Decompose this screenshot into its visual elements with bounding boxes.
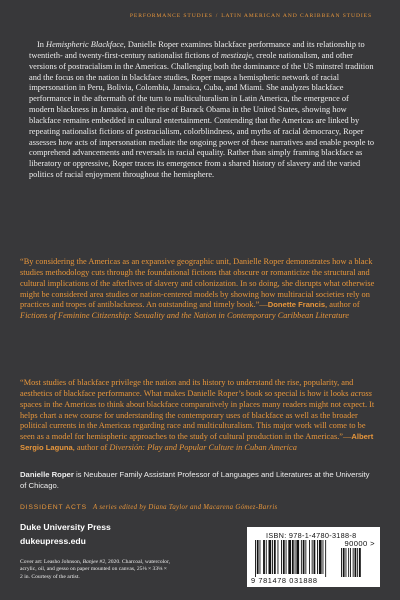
author-name: Danielle Roper [20,470,74,479]
publisher-url[interactable]: dukeupress.edu [20,536,86,546]
endorser-name: Albert Sergio Laguna [20,432,374,453]
cover-art-text-1: Cover art: Leasho Johnson, [20,559,83,565]
desc-text-2: , Danielle Roper examines blackface performance and its relationship to twentieth- and twenty-first-century nationalist fictions of [29,40,365,60]
series-separator: / [215,13,219,19]
series-label: DISSIDENT ACTS [20,504,87,511]
endorsement-albert-laguna [20,378,375,454]
cover-art-credit [20,559,170,581]
endorsement-dash: — [343,432,352,442]
term-mestizaje: mestizaje [220,50,252,60]
cover-art-text-2: , 2020. Charcoal, watercolor, acrylic, oil, and gesso on paper mounted on canvas, 25⅛ × 33⅛ × 2 in. Courtesy of the artist. [20,559,170,580]
series-latin-american-caribbean: LATIN AMERICAN AND CARIBBEAN STUDIES [221,13,372,19]
endorsement-quote: “By considering the Americas as an expansive geographic unit, Danielle Roper demonstrates how a black studies methodology cuts through the foundational fictions that obscure or romanticize the structural and cultural implications of the afterlives of slavery and colonization. In so doing, she disrupts what otherwise might be considered area studies or nation-centered models by showing how multiracial societies rely on practices and tropes of antiblackness. An outstanding and timely book.” [20,257,375,310]
author-bio [20,470,375,491]
barcode-panel [247,527,380,587]
book-description [29,40,375,181]
endorsement-dash: — [259,300,268,310]
endorser-book-title: Fictions of Feminine Citizenship: Sexuality and the Nation in Contemporary Caribbean Literature [20,311,350,321]
endorsement-emphasis: across [350,388,373,398]
endorsement-quote-part-2: spaces in the Americas to think about blackface comparatively in places many readers might not expect. It helps chart a new course for understanding the contemporary uses of blackface as well as the broader political currents in the Americas regarding race and multiculturalism. This major work will come to be seen as a model for hemispheric approaches to the study of cultural production in the Americas.” [20,399,375,442]
barcode-digits: 9 781478 031888 [251,576,318,585]
price-code: 90000 > [344,539,375,548]
author-bio-text: is Neubauer Family Assistant Professor of Languages and Literatures at the University of Chicago. [20,470,370,490]
endorsement-quote-part-1: “Most studies of blackface privilege the nation and its history to understand the rise, popularity, and aesthetics of blackface performance. What makes Danielle Roper’s book so special is how it looks [20,378,354,398]
endorser-sep: , author of [72,443,110,453]
endorser-sep: , author of [325,300,360,310]
endorser-name: Donette Francis [267,300,326,310]
book-title: Hemispheric Blackface [46,40,124,49]
series-editors: A series edited by Diana Taylor and Macarena Gómez-Barris [92,504,278,511]
desc-text-1: In [37,40,47,49]
desc-text-3: , creole nationalism, and other versions of postracialism in the Americas. Challenging both the dominance of the US minstrel tradition and the focus on the nation in blackface studies, Roper maps a hemispheric network of racial impersonation in Peru, Bolivia, Colombia, Jamaica, Cuba, and Miami. She analyzes blackface performance in the aftermath of the turn to multiculturalism in Latin America, the emergence of modern blackness in Jamaica, and the rise of Barack Obama in the United States, showing how blackface remains embedded in cultural entertainment. Contending that the Americas are linked by repeating nationalist fictions of postracialism, colorblindness, and myths of racial democracy, Roper assesses how acts of impersonation mediate the ongoing power of these narratives and enable people to comprehend advancements and reversals in racial equality. Rather than simply framing blackface as liberatory or oppressive, Roper traces its emergence from a shared history of slavery and the varied politics of racial enjoyment throughout the hemisphere. [29,50,375,180]
publisher-name: Duke University Press [20,522,111,532]
barcode-icon [253,540,373,577]
series-performance-studies: PERFORMANCE STUDIES [129,13,213,19]
endorsement-donette-francis [20,257,375,322]
isbn-label: ISBN: 978-1-4780-3188-8 [266,531,357,540]
cover-art-title: Banjee #2 [82,559,106,565]
endorser-book-title: Diversión: Play and Popular Culture in Cuban America [109,443,297,453]
series-header [0,13,372,19]
series-dissident-acts [20,504,277,511]
